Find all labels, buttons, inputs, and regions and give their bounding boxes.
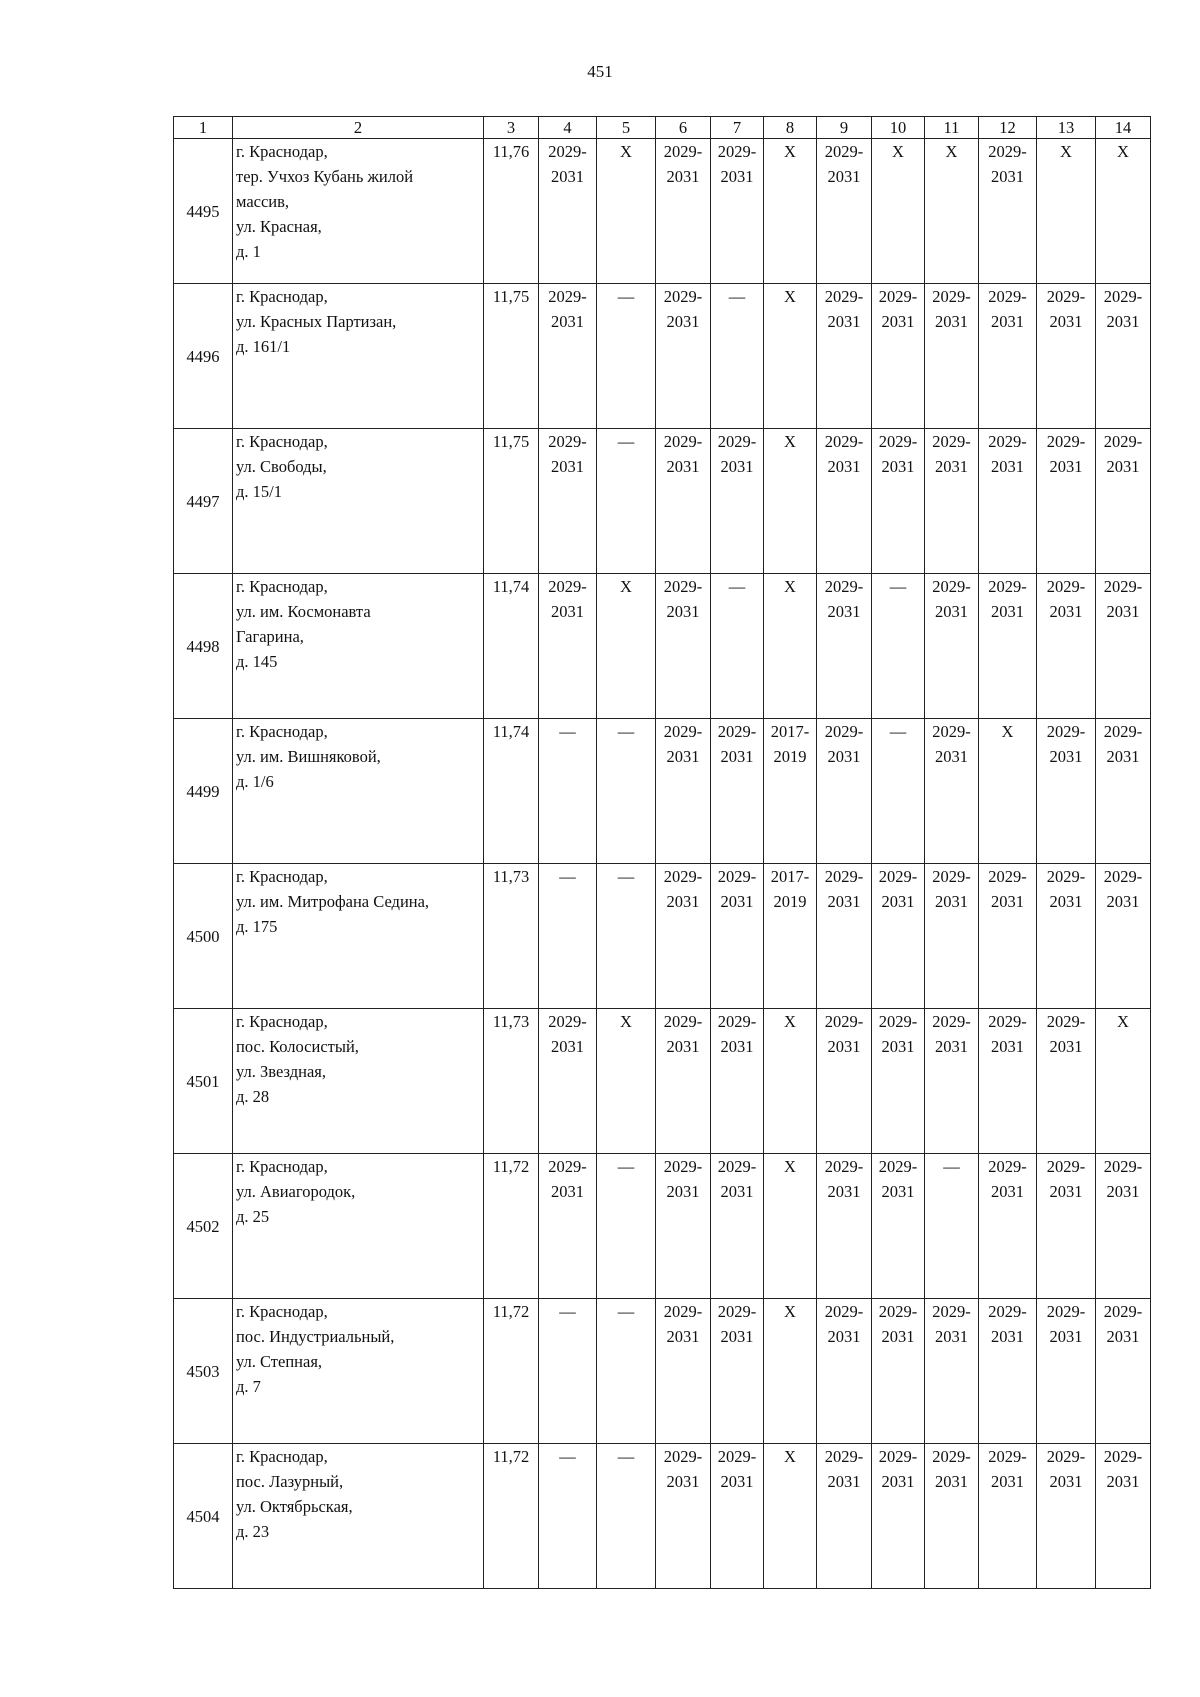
period-cell: 2029- 2031 <box>711 429 764 574</box>
period-cell: X <box>764 429 817 574</box>
column-header: 1 <box>174 117 233 139</box>
period-cell: 2029- 2031 <box>979 1444 1037 1589</box>
address-cell <box>233 1299 484 1444</box>
address-cell <box>233 429 484 574</box>
period-cell: 2029- 2031 <box>656 1299 711 1444</box>
period-cell: X <box>1096 1009 1151 1154</box>
period-cell: — <box>539 1299 597 1444</box>
address-cell <box>233 864 484 1009</box>
period-cell: 2029- 2031 <box>539 284 597 429</box>
table-row <box>174 1009 1151 1154</box>
address-line: ул. Звездная, <box>236 1062 326 1081</box>
address-line: г. Краснодар, <box>236 722 328 741</box>
row-number: 4497 <box>174 429 233 574</box>
period-cell: 2029- 2031 <box>979 1154 1037 1299</box>
address-cell <box>233 139 484 284</box>
address-line: ул. им. Вишняковой, <box>236 747 381 766</box>
address-line: д. 161/1 <box>236 337 291 356</box>
address-line: ул. им. Митрофана Седина, <box>236 892 430 911</box>
period-cell: 2029- 2031 <box>817 574 872 719</box>
period-cell: 2029- 2031 <box>711 1444 764 1589</box>
period-cell: 2029- 2031 <box>711 1299 764 1444</box>
address-line: д. 1/6 <box>236 772 274 791</box>
period-cell: 2029- 2031 <box>817 1154 872 1299</box>
period-cell: 2029- 2031 <box>656 574 711 719</box>
period-cell: 2029- 2031 <box>711 864 764 1009</box>
period-cell: 2029- 2031 <box>1096 284 1151 429</box>
period-cell: X <box>597 139 656 284</box>
period-cell: X <box>925 139 979 284</box>
period-cell: 2029- 2031 <box>925 1444 979 1589</box>
address-line: Гагарина, <box>236 627 304 646</box>
period-cell: 2029- 2031 <box>817 284 872 429</box>
row-number: 4501 <box>174 1009 233 1154</box>
address-line: д. 1 <box>236 242 261 261</box>
table-row <box>174 574 1151 719</box>
address-line: тер. Учхоз Кубань жилой <box>236 167 414 186</box>
period-cell: 2029- 2031 <box>1096 719 1151 864</box>
period-cell: 2029- 2031 <box>539 1009 597 1154</box>
period-cell: 2029- 2031 <box>872 284 925 429</box>
address-line: пос. Лазурный, <box>236 1472 344 1491</box>
period-cell: 2029- 2031 <box>711 1009 764 1154</box>
registry-table <box>173 116 1151 1589</box>
period-cell: 2029- 2031 <box>817 719 872 864</box>
address-line: д. 28 <box>236 1087 270 1106</box>
period-cell: X <box>1037 139 1096 284</box>
row-number: 4495 <box>174 139 233 284</box>
period-cell: 2029- 2031 <box>979 864 1037 1009</box>
value-cell: 11,73 <box>484 864 539 1009</box>
address-line: д. 7 <box>236 1377 261 1396</box>
table-row <box>174 139 1151 284</box>
address-line: г. Краснодар, <box>236 1302 328 1321</box>
period-cell: 2029- 2031 <box>1037 719 1096 864</box>
value-cell: 11,76 <box>484 139 539 284</box>
address-line: пос. Колосистый, <box>236 1037 359 1056</box>
period-cell: 2029- 2031 <box>1037 284 1096 429</box>
period-cell: 2029- 2031 <box>656 284 711 429</box>
address-line: г. Краснодар, <box>236 142 328 161</box>
value-cell: 11,74 <box>484 719 539 864</box>
period-cell: 2029- 2031 <box>817 139 872 284</box>
address-cell <box>233 574 484 719</box>
period-cell: 2029- 2031 <box>1096 429 1151 574</box>
address-line: д. 15/1 <box>236 482 282 501</box>
table-row <box>174 719 1151 864</box>
address-cell <box>233 1009 484 1154</box>
address-cell <box>233 719 484 864</box>
period-cell: X <box>1096 139 1151 284</box>
address-cell <box>233 1444 484 1589</box>
period-cell: X <box>979 719 1037 864</box>
period-cell: — <box>539 719 597 864</box>
column-header: 3 <box>484 117 539 139</box>
period-cell: 2029- 2031 <box>711 719 764 864</box>
value-cell: 11,72 <box>484 1154 539 1299</box>
period-cell: 2029- 2031 <box>1096 1299 1151 1444</box>
period-cell: — <box>597 1154 656 1299</box>
value-cell: 11,75 <box>484 284 539 429</box>
page-number: 451 <box>587 62 613 81</box>
row-number: 4503 <box>174 1299 233 1444</box>
address-cell <box>233 1154 484 1299</box>
column-header: 9 <box>817 117 872 139</box>
period-cell: — <box>539 864 597 1009</box>
period-cell: 2029- 2031 <box>872 1299 925 1444</box>
period-cell: 2029- 2031 <box>979 429 1037 574</box>
period-cell: — <box>597 429 656 574</box>
value-cell: 11,74 <box>484 574 539 719</box>
table-row <box>174 1444 1151 1589</box>
table-row <box>174 1154 1151 1299</box>
period-cell: 2029- 2031 <box>656 139 711 284</box>
address-line: г. Краснодар, <box>236 1012 328 1031</box>
address-line: массив, <box>236 192 290 211</box>
period-cell: — <box>872 719 925 864</box>
column-header: 4 <box>539 117 597 139</box>
period-cell: — <box>711 284 764 429</box>
period-cell: — <box>597 1444 656 1589</box>
address-line: г. Краснодар, <box>236 287 328 306</box>
period-cell: 2029- 2031 <box>539 429 597 574</box>
period-cell: 2029- 2031 <box>817 864 872 1009</box>
period-cell: 2029- 2031 <box>711 1154 764 1299</box>
period-cell: X <box>872 139 925 284</box>
period-cell: X <box>764 1009 817 1154</box>
table-row <box>174 429 1151 574</box>
column-header: 8 <box>764 117 817 139</box>
row-number: 4500 <box>174 864 233 1009</box>
period-cell: 2029- 2031 <box>1096 574 1151 719</box>
address-line: г. Краснодар, <box>236 432 328 451</box>
address-line: ул. Красных Партизан, <box>236 312 397 331</box>
period-cell: 2029- 2031 <box>539 1154 597 1299</box>
address-line: ул. Авиагородок, <box>236 1182 356 1201</box>
value-cell: 11,73 <box>484 1009 539 1154</box>
period-cell: 2029- 2031 <box>1096 864 1151 1009</box>
period-cell: X <box>764 284 817 429</box>
address-line: ул. Октябрьская, <box>236 1497 353 1516</box>
value-cell: 11,72 <box>484 1299 539 1444</box>
column-header: 2 <box>233 117 484 139</box>
period-cell: 2029- 2031 <box>656 719 711 864</box>
table-row <box>174 1299 1151 1444</box>
period-cell: X <box>597 574 656 719</box>
column-header: 14 <box>1096 117 1151 139</box>
period-cell: 2017- 2019 <box>764 719 817 864</box>
period-cell: X <box>764 574 817 719</box>
period-cell: 2029- 2031 <box>925 1009 979 1154</box>
period-cell: 2029- 2031 <box>656 1444 711 1589</box>
address-line: г. Краснодар, <box>236 577 328 596</box>
address-cell <box>233 284 484 429</box>
column-header: 13 <box>1037 117 1096 139</box>
period-cell: 2029- 2031 <box>817 1299 872 1444</box>
period-cell: 2029- 2031 <box>711 139 764 284</box>
period-cell: 2029- 2031 <box>817 429 872 574</box>
period-cell: 2017- 2019 <box>764 864 817 1009</box>
value-cell: 11,72 <box>484 1444 539 1589</box>
period-cell: 2029- 2031 <box>1096 1154 1151 1299</box>
period-cell: 2029- 2031 <box>656 1154 711 1299</box>
row-number: 4499 <box>174 719 233 864</box>
address-line: пос. Индустриальный, <box>236 1327 395 1346</box>
period-cell: X <box>764 1154 817 1299</box>
period-cell: 2029- 2031 <box>925 719 979 864</box>
period-cell: 2029- 2031 <box>979 1009 1037 1154</box>
period-cell: 2029- 2031 <box>1096 1444 1151 1589</box>
period-cell: 2029- 2031 <box>1037 1444 1096 1589</box>
period-cell: 2029- 2031 <box>656 429 711 574</box>
period-cell: 2029- 2031 <box>539 139 597 284</box>
period-cell: 2029- 2031 <box>979 284 1037 429</box>
period-cell: 2029- 2031 <box>539 574 597 719</box>
period-cell: X <box>597 1009 656 1154</box>
period-cell: — <box>597 284 656 429</box>
period-cell: 2029- 2031 <box>656 1009 711 1154</box>
period-cell: — <box>711 574 764 719</box>
period-cell: 2029- 2031 <box>1037 1154 1096 1299</box>
address-line: ул. им. Космонавта <box>236 602 371 621</box>
period-cell: — <box>539 1444 597 1589</box>
address-line: г. Краснодар, <box>236 1157 328 1176</box>
period-cell: 2029- 2031 <box>872 864 925 1009</box>
period-cell: 2029- 2031 <box>872 1009 925 1154</box>
address-line: ул. Свободы, <box>236 457 327 476</box>
column-header: 5 <box>597 117 656 139</box>
period-cell: X <box>764 1444 817 1589</box>
value-cell: 11,75 <box>484 429 539 574</box>
row-number: 4498 <box>174 574 233 719</box>
period-cell: 2029- 2031 <box>872 1154 925 1299</box>
period-cell: 2029- 2031 <box>925 1299 979 1444</box>
period-cell: 2029- 2031 <box>872 429 925 574</box>
period-cell: 2029- 2031 <box>817 1009 872 1154</box>
row-number: 4502 <box>174 1154 233 1299</box>
address-line: д. 23 <box>236 1522 270 1541</box>
period-cell: 2029- 2031 <box>925 864 979 1009</box>
address-line: ул. Красная, <box>236 217 322 236</box>
period-cell: 2029- 2031 <box>979 139 1037 284</box>
period-cell: — <box>597 1299 656 1444</box>
column-header: 12 <box>979 117 1037 139</box>
header-row <box>174 117 1151 139</box>
address-line: г. Краснодар, <box>236 1447 328 1466</box>
period-cell: 2029- 2031 <box>1037 1009 1096 1154</box>
period-cell: 2029- 2031 <box>872 1444 925 1589</box>
period-cell: 2029- 2031 <box>1037 1299 1096 1444</box>
period-cell: 2029- 2031 <box>925 284 979 429</box>
address-line: д. 175 <box>236 917 278 936</box>
column-header: 10 <box>872 117 925 139</box>
period-cell: — <box>925 1154 979 1299</box>
period-cell: X <box>764 1299 817 1444</box>
period-cell: 2029- 2031 <box>1037 864 1096 1009</box>
period-cell: — <box>872 574 925 719</box>
table-row <box>174 284 1151 429</box>
column-header: 11 <box>925 117 979 139</box>
period-cell: 2029- 2031 <box>925 574 979 719</box>
period-cell: 2029- 2031 <box>979 1299 1037 1444</box>
column-header: 7 <box>711 117 764 139</box>
period-cell: 2029- 2031 <box>656 864 711 1009</box>
address-line: ул. Степная, <box>236 1352 323 1371</box>
column-header: 6 <box>656 117 711 139</box>
period-cell: — <box>597 719 656 864</box>
period-cell: 2029- 2031 <box>1037 429 1096 574</box>
table-row <box>174 864 1151 1009</box>
period-cell: — <box>597 864 656 1009</box>
address-line: г. Краснодар, <box>236 867 328 886</box>
address-line: д. 145 <box>236 652 278 671</box>
address-line: д. 25 <box>236 1207 270 1226</box>
row-number: 4496 <box>174 284 233 429</box>
period-cell: X <box>764 139 817 284</box>
period-cell: 2029- 2031 <box>979 574 1037 719</box>
period-cell: 2029- 2031 <box>817 1444 872 1589</box>
row-number: 4504 <box>174 1444 233 1589</box>
period-cell: 2029- 2031 <box>925 429 979 574</box>
period-cell: 2029- 2031 <box>1037 574 1096 719</box>
